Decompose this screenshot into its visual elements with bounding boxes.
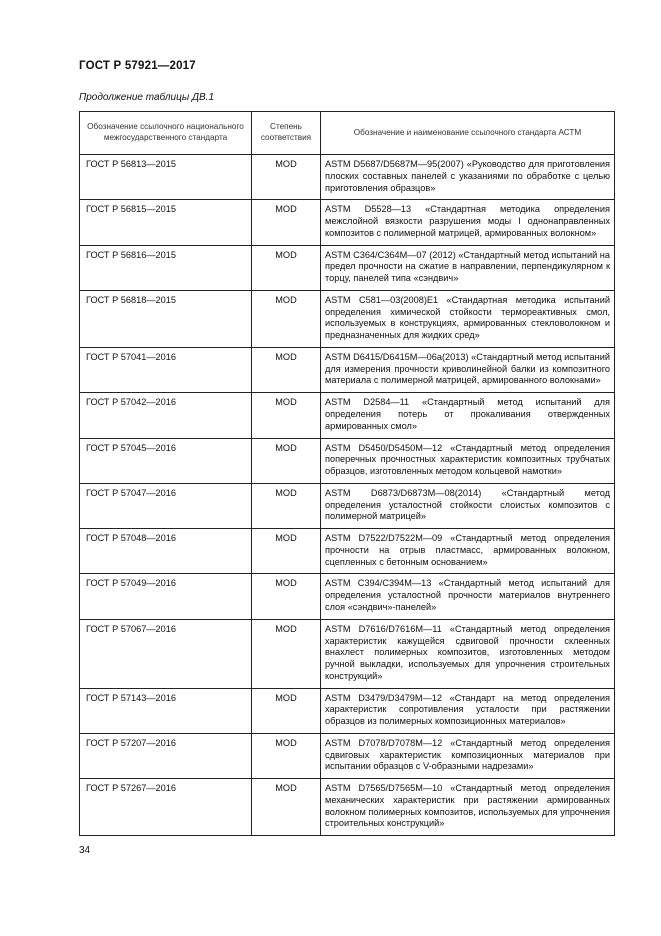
astm-standard-cell: ASTM D2584—11 «Стандартный метод испытаний для определения потерь от прокаливания отвержденных армированных смол» xyxy=(321,393,615,438)
astm-standard-cell: ASTM D3479/D3479M—12 «Стандарт на метод определения характеристик сопротивления усталости при растяжении образцов из полимерных композиционных материалов» xyxy=(321,688,615,733)
national-standard-cell: ГОСТ Р 57143—2016 xyxy=(80,688,252,733)
table-row xyxy=(80,290,615,347)
astm-standard-cell: ASTM D7565/D7565M—10 «Стандартный метод определения механических характеристик при растяжении армированных волокном полимерных композитов, используемых для упрочнения строительных конструкций» xyxy=(321,779,615,836)
degree-cell: MOD xyxy=(252,688,321,733)
degree-cell: MOD xyxy=(252,438,321,483)
table-row xyxy=(80,733,615,778)
astm-standard-cell: ASTM C364/C364M—07 (2012) «Стандартный метод испытаний на предел прочности на сжатие в направлении, перпендикулярном к торцу, панелей типа «сэндвич» xyxy=(321,245,615,290)
table-header-row xyxy=(80,112,615,155)
national-standard-cell: ГОСТ Р 57048—2016 xyxy=(80,529,252,574)
astm-standard-cell: ASTM C394/C394M—13 «Стандартный метод испытаний для определения усталостной прочности материалов внутреннего слоя «сэндвич»-панелей» xyxy=(321,574,615,619)
national-standard-cell: ГОСТ Р 57047—2016 xyxy=(80,483,252,528)
astm-standard-cell: ASTM D7616/D7616M—11 «Стандартный метод определения характеристик кажущейся сдвиговой прочности склеенных внахлест полимерных композитов, изготовленных методом ручной выкладки, используемых для упрочнения строительных конструкций» xyxy=(321,619,615,688)
table-row xyxy=(80,155,615,200)
degree-cell: MOD xyxy=(252,483,321,528)
table-row xyxy=(80,688,615,733)
national-standard-cell: ГОСТ Р 56818—2015 xyxy=(80,290,252,347)
degree-cell: MOD xyxy=(252,529,321,574)
national-standard-cell: ГОСТ Р 57267—2016 xyxy=(80,779,252,836)
document-header: ГОСТ Р 57921—2017 xyxy=(79,60,196,72)
column-header-national: Обозначение ссылочного национального межгосударственного стандарта xyxy=(80,112,252,155)
table-row xyxy=(80,529,615,574)
astm-standard-cell: ASTM C581—03(2008)E1 «Стандартная методика испытаний определения химической стойкости термореактивных смол, используемых в конструкциях, армированных стекловолокном и предназначенных для жидких сред» xyxy=(321,290,615,347)
astm-standard-cell: ASTM D5528—13 «Стандартная методика определения межслойной вязкости разрушения моды I однонаправленных композитов с полимерной матрицей, армированных волокном» xyxy=(321,200,615,245)
table-row xyxy=(80,438,615,483)
astm-standard-cell: ASTM D7078/D7078M—12 «Стандартный метод определения сдвиговых характеристик композиционных материалов при испытании образцов с V-образными надрезами» xyxy=(321,733,615,778)
national-standard-cell: ГОСТ Р 57049—2016 xyxy=(80,574,252,619)
table-row xyxy=(80,347,615,392)
degree-cell: MOD xyxy=(252,290,321,347)
degree-cell: MOD xyxy=(252,779,321,836)
national-standard-cell: ГОСТ Р 57041—2016 xyxy=(80,347,252,392)
table-caption: Продолжение таблицы ДВ.1 xyxy=(79,92,215,103)
national-standard-cell: ГОСТ Р 57045—2016 xyxy=(80,438,252,483)
national-standard-cell: ГОСТ Р 57207—2016 xyxy=(80,733,252,778)
reference-table xyxy=(79,111,615,836)
national-standard-cell: ГОСТ Р 56816—2015 xyxy=(80,245,252,290)
table-row xyxy=(80,200,615,245)
astm-standard-cell: ASTM D6873/D6873M—08(2014) «Стандартный метод определения усталостной стойкости слоистых композитов с полимерной матрицей» xyxy=(321,483,615,528)
national-standard-cell: ГОСТ Р 57042—2016 xyxy=(80,393,252,438)
degree-cell: MOD xyxy=(252,200,321,245)
astm-standard-cell: ASTM D5450/D5450M—12 «Стандартный метод определения поперечных прочностных характеристик композитных трубчатых образцов, изготовленных методом кольцевой намотки» xyxy=(321,438,615,483)
table-row xyxy=(80,483,615,528)
national-standard-cell: ГОСТ Р 56813—2015 xyxy=(80,155,252,200)
table-row xyxy=(80,574,615,619)
astm-standard-cell: ASTM D5687/D5687M—95(2007) «Руководство для приготовления плоских составных панелей с указаниями по обработке с целью приготовления образцов» xyxy=(321,155,615,200)
column-header-astm: Обозначение и наименование ссылочного стандарта АСТМ xyxy=(321,112,615,155)
astm-standard-cell: ASTM D6415/D6415M—06a(2013) «Стандартный метод испытаний для измерения прочности криволинейной балки из композитного материала с полимерной матрицей, армированного волокнами» xyxy=(321,347,615,392)
degree-cell: MOD xyxy=(252,619,321,688)
table-row xyxy=(80,779,615,836)
degree-cell: MOD xyxy=(252,393,321,438)
table-row xyxy=(80,245,615,290)
astm-standard-cell: ASTM D7522/D7522M—09 «Стандартный метод определения прочности на отрыв пластмасс, армированных волокном, сцепленных с бетонным основанием» xyxy=(321,529,615,574)
degree-cell: MOD xyxy=(252,347,321,392)
table-row xyxy=(80,619,615,688)
national-standard-cell: ГОСТ Р 56815—2015 xyxy=(80,200,252,245)
page-number: 34 xyxy=(79,845,91,856)
table-row xyxy=(80,393,615,438)
degree-cell: MOD xyxy=(252,155,321,200)
degree-cell: MOD xyxy=(252,574,321,619)
degree-cell: MOD xyxy=(252,733,321,778)
national-standard-cell: ГОСТ Р 57067—2016 xyxy=(80,619,252,688)
degree-cell: MOD xyxy=(252,245,321,290)
column-header-degree: Степень соответствия xyxy=(252,112,321,155)
